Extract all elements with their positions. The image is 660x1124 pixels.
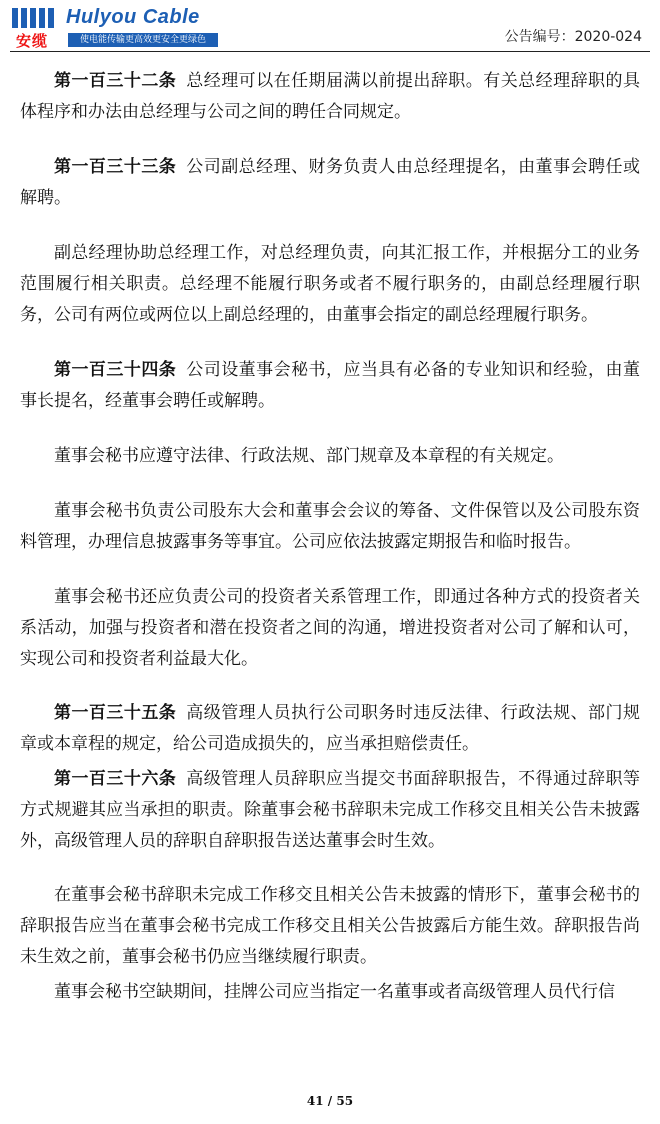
paragraph-text: 副总经理协助总经理工作，对总经理负责，向其汇报工作，并根据分工的业务范围履行相关职责。总经理不能履行职务或者不履行职务的，由副总经理履行职务，公司有两位或两位以上副总经理的，由董事会指定的副总经理履行职务。 bbox=[20, 243, 640, 325]
header-rule bbox=[10, 51, 650, 52]
paragraph-text: 董事会秘书还应负责公司的投资者关系管理工作，即通过各种方式的投资者关系活动，加强与投资者和潜在投资者之间的沟通，增进投资者对公司了解和认可，实现公司和投资者利益最大化。 bbox=[20, 587, 640, 669]
document-body bbox=[20, 66, 640, 1008]
logo-chinese-text: 安缆 bbox=[16, 32, 49, 50]
page-header bbox=[0, 0, 660, 52]
paragraph bbox=[20, 496, 640, 558]
paragraph bbox=[20, 238, 640, 331]
paragraph-text: 高级管理人员执行公司职务时违反法律、行政法规、部门规章或本章程的规定，给公司造成损失的，应当承担赔偿责任。 bbox=[20, 703, 640, 754]
paragraph bbox=[20, 441, 640, 472]
page-number: 41 / 55 bbox=[306, 1094, 354, 1108]
company-logo bbox=[10, 6, 215, 48]
article-number: 第一百三十二条 bbox=[54, 71, 177, 91]
paragraph-article-133 bbox=[20, 152, 640, 214]
paragraph-article-136 bbox=[20, 764, 640, 857]
paragraph-text: 董事会秘书负责公司股东大会和董事会会议的筹备、文件保管以及公司股东资料管理，办理信息披露事务等事宜。公司应依法披露定期报告和临时报告。 bbox=[20, 501, 640, 552]
paragraph bbox=[20, 977, 640, 1008]
paragraph-text: 公司设董事会秘书，应当具有必备的专业知识和经验，由董事长提名，经董事会聘任或解聘。 bbox=[20, 360, 640, 411]
paragraph-text: 总经理可以在任期届满以前提出辞职。有关总经理辞职的具体程序和办法由总经理与公司之间的聘任合同规定。 bbox=[20, 71, 640, 122]
article-number: 第一百三十五条 bbox=[54, 703, 177, 723]
logo-slogan: 使电能传输更高效更安全更绿色 bbox=[68, 33, 218, 47]
paragraph bbox=[20, 582, 640, 675]
paragraph-text: 公司副总经理、财务负责人由总经理提名，由董事会聘任或解聘。 bbox=[20, 157, 640, 208]
document-number: 公告编号：2020-024 bbox=[504, 29, 642, 45]
article-number: 第一百三十六条 bbox=[54, 769, 177, 789]
paragraph-article-135 bbox=[20, 698, 640, 760]
paragraph-text: 董事会秘书空缺期间，挂牌公司应当指定一名董事或者高级管理人员代行信 bbox=[54, 982, 615, 1002]
logo-english-text: Hulyou Cable bbox=[66, 6, 200, 28]
paragraph-text: 高级管理人员辞职应当提交书面辞职报告，不得通过辞职等方式规避其应当承担的职责。除董事会秘书辞职未完成工作移交且相关公告未披露外，高级管理人员的辞职自辞职报告送达董事会时生效。 bbox=[20, 769, 640, 851]
paragraph-text: 在董事会秘书辞职未完成工作移交且相关公告未披露的情形下，董事会秘书的辞职报告应当在董事会秘书完成工作移交且相关公告披露后方能生效。辞职报告尚未生效之前，董事会秘书仍应当继续履行职责。 bbox=[20, 885, 640, 967]
paragraph-article-134 bbox=[20, 355, 640, 417]
article-number: 第一百三十四条 bbox=[54, 360, 177, 380]
paragraph-article-132 bbox=[20, 66, 640, 128]
paragraph-text: 董事会秘书应遵守法律、行政法规、部门规章及本章程的有关规定。 bbox=[54, 446, 564, 466]
paragraph bbox=[20, 880, 640, 973]
article-number: 第一百三十三条 bbox=[54, 157, 177, 177]
